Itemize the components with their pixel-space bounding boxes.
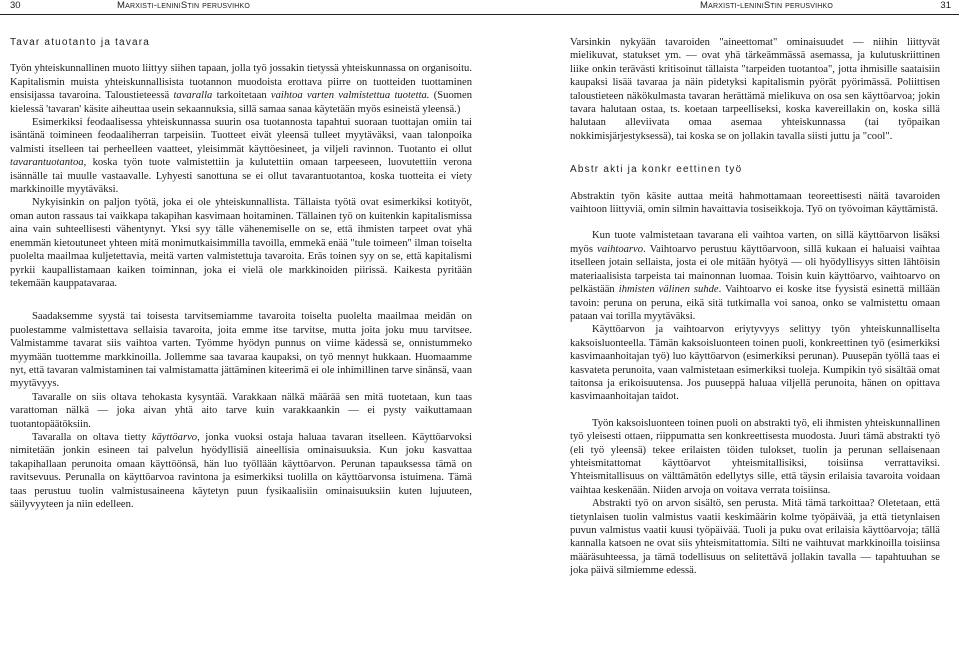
paragraph: Abstrakti työ on arvon sisältö, sen perusta. Mitä tämä tarkoittaa? Oletetaan, että tietynlaisen tuolin valmistus vaatii keskimäärin kolme työpäivää, ja että tietynlaisen puvun valmistus vaatii kuusi työpäivää. Tuoli ja puku ovat erilaisia käyttöarvoja; tällä kannalla katsoen ne ovat siis yhteismitattomia. Silti ne vaihtuvat markkinoilla toisiinsa määräsuhteessa, ja tämä todellisuus on selitettävä jollakin tavalla — tapahtuuhan se joka päivä silmiemme edessä.	[570, 498, 940, 577]
left-page-header	[0, 0, 480, 15]
right-page-header	[480, 0, 959, 15]
running-head: Marxisti-leniniStin perusvihko	[700, 0, 834, 11]
paragraph: Esimerkiksi feodaalisessa yhteiskunnassa suurin osa tuotannosta tapahtui suoraan tuottajan omiin tai isäntänä toimineen feodaaliherran tarpeisiin. Tuotteet eivät yleensä tulleet myytäväksi, vaan talonpoika valmisti itselleen tai perheelleen vaatteet, yleisimmät käyttöesineet, ja viljeli ravinnon. Tuotanto ei ollut tavarantuotantoa, koska työn tuote valmistettiin ja kulutettiin omaan tarpeeseen, luovutettiin verona isännälle tai muulle vastaavalle. Lyhyesti sanottuna se ei ollut tavarantuotantoa, koska tuotteita ei viety markkinoille myytäväksi.	[10, 117, 472, 196]
paragraph: Nykyisinkin on paljon työtä, joka ei ole yhteiskunnallista. Tällaista työtä ovat esimerkiksi kotityöt, oman auton rassaus tai vaikkapa takapihan kasvimaan hoitaminen. Tällainen työ on kuitenkin kapitalismissa aina vain suhteellisesti vähentynyt. Yksi syy tälle vähenemiselle on se, että ihmisten tarpeet ovat yhä enemmän kietoutuneet yhteen mitä monimutkaisimmilla tavoilla, emmekä enää "tule toimeen" ilman toiselta puolelta maailmaa kuljetettavia, meitä varten valmistettuja tavaroita. Eräs toinen syy on se, että kapitalismi pyrkii kaupallistamaan kaiken toiminnan, joka ei vielä ole markkinoiden piirissä. Kaikesta pyritään tekemään kauppatavaraa.	[10, 197, 472, 289]
page-number: 30	[10, 0, 21, 11]
paragraph: Työn yhteiskunnallinen muoto liittyy siihen tapaan, jolla työ jossakin tietyssä yhteiskunnassa on organisoitu. Kapitalismin muista yhteiskunnallisista tuotannon muodoista erottava piirre on tuotteiden tuottaminen ensisijassa tavaroina. Taloustieteessä tavaralla tarkoitetaan vaihtoa varten valmistettua tuotetta. (Suomen kielessä 'tavaran' käsite aiheuttaa usein sekaannuksia, sillä samaa sanaa käytetään myös esineistä yleensä.)	[10, 63, 473, 115]
paragraph: Varsinkin nykyään tavaroiden "aineettomat" ominaisuudet — niihin liittyvät mielikuvat, statukset ym. — ovat yhä tärkeämmässä asemassa, ja kulutuskriittinen liike onkin terävästi kritisoinut tällaista "tarpeiden tuotantoa", jotta ihmisille saataisiin kaupaksi lisää tavaraa ja näin pidetyksi kapitalismin pyörät pyörimässä. Poliittisen taloustieteen näkökulmasta tavaran herättämä mielikuva on osa sen käyttöarvoa; jokin tavara halutaan ostaa, ts. koetaan tarpeelliseksi, koska kavereillakin on, koska sillä halutaan alleviivata omaa asemaa yhteiskunnassa (tai työpaikan nokkimisjärjestyksessä), tai koska se on jollakin tavalla siisti juttu ja "cool".	[570, 37, 940, 142]
paragraph: Saadaksemme syystä tai toisesta tarvitsemiamme tavaroita toiselta puolelta maailmaa meidän on puolestamme valmistettava sellaisia tavaroita, joita emme itse tarvitse, mutta joita joku muu tarvitsee. Valmistamme tavarat siis vaihtoa varten. Työmme hyödyn punnus on viime kädessä se, onnistummeko myymään tuottemme markkinoilla. Jollemme saa tavaraa kaupaksi, on työ mennyt hukkaan. Huomaamme nyt, että tavaran valmistaminen tai valmistamatta jättäminen kiteerimä ei ole inhimillinen tarve sinänsä, vaan myytävyys.	[10, 311, 472, 390]
paragraph: Tavaralla on oltava tietty käyttöarvo, jonka vuoksi ostaja haluaa tavaran itselleen. Käyttöarvoksi nimitetään jonkin esineen tai palvelun hyödyllisiä aineellisia ominaisuuksia. Kun joku kasvattaa takapihallaan perunoita omaan käyttöönsä, hän luo työllään käyttöarvon. Perunan tapauksessa tämä on ravitsevuus. Perunalla on käyttöarvoa ravintona ja esimerkiksi tuolilla on käyttöarvonsa istuimena. Tämä taas perustuu tuolin valmistusaineena käytetyn puun fysikaalisiin ominaisuuksiin kuten lujuuteen, säilyvyyteen ja niin edelleen.	[10, 431, 472, 510]
right-column	[570, 36, 940, 578]
paragraph: Tavaralle on siis oltava tehokasta kysyntää. Varakkaan nälkä määrää sen mitä tuotetaan, kun taas varattoman nälkä — joka aivan yhtä aito tarve kuin varakkaankin — ei pysty vaikuttamaan tuotantopäätöksiin.	[10, 391, 472, 430]
left-column	[10, 36, 472, 511]
paragraph: Kun tuote valmistetaan tavarana eli vaihtoa varten, on sillä käyttöarvon lisäksi myös vaihtoarvo. Vaihtoarvo perustuu käyttöarvoon, sillä kukaan ei haluaisi vaihtaa itselleen jotain sellaista, josta ei ole mitään hyötyä — oli hyödyllisyys sitten lähtöisin materiaalisista tarpeista tai mainonnan luomaa. Toisin kuin käyttöarvo, vaihtoarvo on pelkästään ihmisten välinen suhde. Vaihtoarvo ei koske itse fyysistä esinettä millään tavoin: peruna on peruna, eikä sitä tutkimalla voi sanoa, onko se valmistettu omaan pataan vai torilla myytäväksi.	[570, 230, 940, 322]
right-page	[480, 0, 959, 645]
paragraph: Käyttöarvon ja vaihtoarvon eriytyvyys selittyy työn yhteiskunnalliselta kaksoisluonteella. Tämän kaksoisluonteen toinen puoli, konkreettinen työ (esimerkiksi kasvimaanhoitajan työ) luo käyttöarvon (esimerkiksi perunan). Puusepän työllä taas ei kasvateta perunoita, vaan valmistetaan esimerkiksi tuoleja. Kumpikin työ sisältää omat taitonsa ja erikoisuutensa. Jos puuseppä haluaa viljellä perunoita, hänen on opittava kasvimaanhoitajan taidot.	[570, 324, 940, 403]
running-head: Marxisti-leniniStin perusvihko	[117, 0, 251, 11]
paragraph: Työn kaksoisluonteen toinen puoli on abstrakti työ, eli ihmisten yhteiskunnallinen työ yleisesti ottaen, riippumatta sen konkreettisesta muodosta. Juuri tämä abstrakti työ (eli työ yleensä) tekee erilaisten töiden tulokset, tuolin ja perunan sellaisenaan yhteismitattomat käyttöarvot yhteismitallisiksi, toisiinsa verrattaviksi. Yhteismitallisuus on välttämätön edellytys sille, että täysin erilaisia tavaroita voidaan vaihtaa keskenään. Niiden arvoja on voitava verrata toisiinsa.	[570, 417, 940, 496]
section-heading: Abstr akti ja konkr eettinen työ	[570, 164, 743, 176]
paragraph: Abstraktin työn käsite auttaa meitä hahmottamaan teoreettisesti näitä tavaroiden vaihtoon liittyviä, omin silmin havaittavia tosiseikkoja. Työ on työvoiman käyttämistä.	[570, 190, 940, 216]
section-heading: Tavar atuotanto ja tavara	[10, 37, 151, 48]
page-number: 31	[940, 0, 951, 11]
